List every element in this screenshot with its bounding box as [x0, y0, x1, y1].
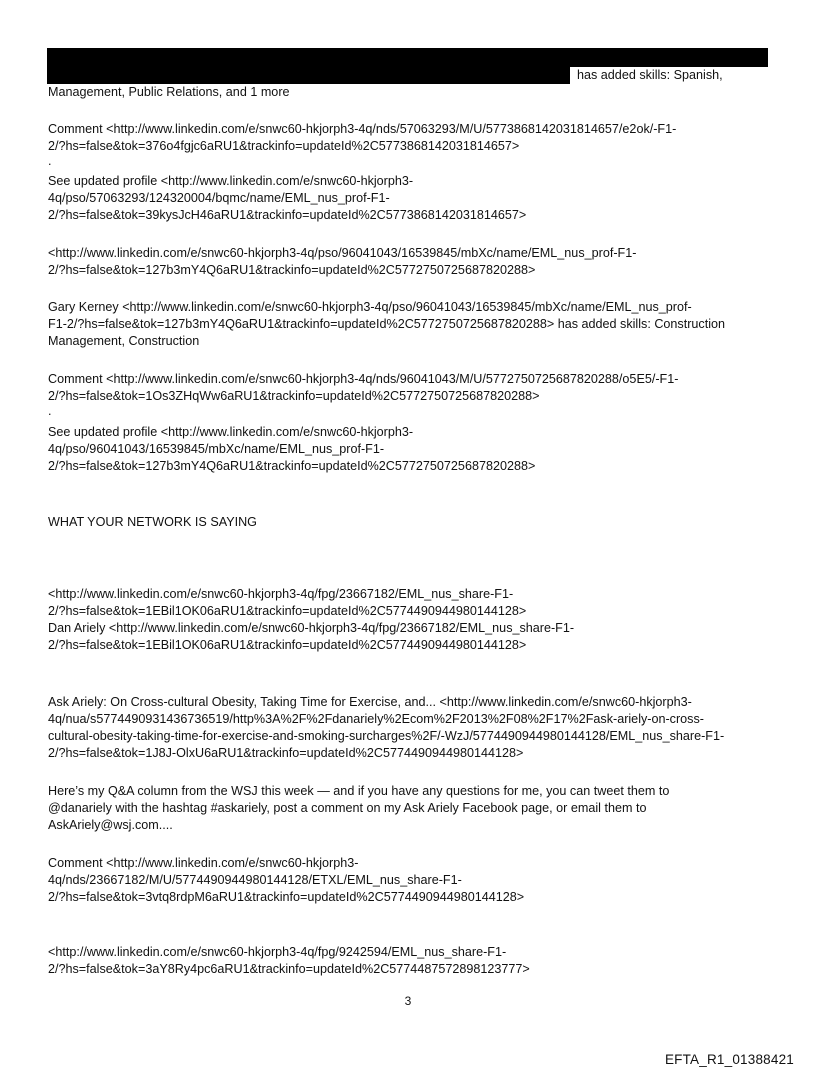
gary-kerney-skills: Management, Construction — [48, 334, 200, 348]
share-image-link-cont[interactable]: 2/?hs=false&tok=1EBil1OK06aRU1&trackinfo=updateId%2C5774490944980144128> — [48, 604, 527, 618]
gary-kerney-link-cont[interactable]: F1-2/?hs=false&tok=127b3mY4Q6aRU1&trackinfo=updateId%2C5772750725687820288> has added skills: Construction — [48, 317, 726, 331]
share-image-link[interactable]: <http://www.linkedin.com/e/snwc60-hkjorph3-4q/fpg/23667182/EML_nus_share-F1- — [48, 587, 514, 601]
separator-dot: . — [48, 404, 52, 418]
see-profile-link[interactable]: See updated profile <http://www.linkedin.com/e/snwc60-hkjorph3- — [48, 425, 414, 439]
article-summary-cont: AskAriely@wsj.com.... — [48, 818, 173, 832]
comment-link[interactable]: Comment <http://www.linkedin.com/e/snwc60-hkjorph3-4q/nds/96041043/M/U/5772750725687820288/o5E5/-F1- — [48, 372, 679, 386]
article-link-cont[interactable]: 4q/nua/s5774490931436736519/http%3A%2F%2Fdanariely%2Ecom%2F2013%2F08%2F17%2Fask-ariely-on-cross- — [48, 712, 704, 726]
comment-link-cont[interactable]: 4q/nds/23667182/M/U/5774490944980144128/ETXL/EML_nus_share-F1- — [48, 873, 462, 887]
profile-image-link-cont[interactable]: 2/?hs=false&tok=127b3mY4Q6aRU1&trackinfo=updateId%2C5772750725687820288> — [48, 263, 536, 277]
article-summary-cont: @danariely with the hashtag #askariely, post a comment on my Ask Ariely Facebook page, or email them to — [48, 801, 647, 815]
see-profile-link-cont[interactable]: 2/?hs=false&tok=127b3mY4Q6aRU1&trackinfo=updateId%2C5772750725687820288> — [48, 459, 536, 473]
gary-kerney-link[interactable]: Gary Kerney <http://www.linkedin.com/e/snwc60-hkjorph3-4q/pso/96041043/16539845/mbXc/name/EML_nus_prof- — [48, 300, 692, 314]
section-heading: WHAT YOUR NETWORK IS SAYING — [48, 515, 257, 529]
dan-ariely-link-cont[interactable]: 2/?hs=false&tok=1EBil1OK06aRU1&trackinfo=updateId%2C5774490944980144128> — [48, 638, 527, 652]
see-profile-link-cont[interactable]: 4q/pso/96041043/16539845/mbXc/name/EML_nus_prof-F1- — [48, 442, 385, 456]
article-summary: Here’s my Q&A column from the WSJ this week — and if you have any questions for me, you can tweet them to — [48, 784, 670, 798]
share-image-link[interactable]: <http://www.linkedin.com/e/snwc60-hkjorph3-4q/fpg/9242594/EML_nus_share-F1- — [48, 945, 507, 959]
see-profile-link[interactable]: See updated profile <http://www.linkedin.com/e/snwc60-hkjorph3- — [48, 174, 414, 188]
redaction-2 — [47, 67, 570, 84]
separator-dot: . — [48, 154, 52, 168]
skills-list-text: Management, Public Relations, and 1 more — [48, 85, 290, 99]
skills-added-text: has added skills: Spanish, — [577, 68, 723, 82]
profile-image-link[interactable]: <http://www.linkedin.com/e/snwc60-hkjorph3-4q/pso/96041043/16539845/mbXc/name/EML_nus_prof-F1- — [48, 246, 637, 260]
comment-link-cont[interactable]: 2/?hs=false&tok=3vtq8rdpM6aRU1&trackinfo=updateId%2C5774490944980144128> — [48, 890, 525, 904]
article-link-cont[interactable]: 2/?hs=false&tok=1J8J-OlxU6aRU1&trackinfo=updateId%2C5774490944980144128> — [48, 746, 524, 760]
bates-number: EFTA_R1_01388421 — [664, 1052, 794, 1067]
comment-link-cont[interactable]: 2/?hs=false&tok=1Os3ZHqWw6aRU1&trackinfo=updateId%2C5772750725687820288> — [48, 389, 540, 403]
article-link[interactable]: Ask Ariely: On Cross-cultural Obesity, Taking Time for Exercise, and... <http://www.linkedin.com/e/snwc60-hkjorph3- — [48, 695, 692, 709]
page-number: 3 — [404, 994, 412, 1008]
comment-link[interactable]: Comment <http://www.linkedin.com/e/snwc60-hkjorph3-4q/nds/57063293/M/U/5773868142031814657/e2ok/-F1- — [48, 122, 677, 136]
article-link-cont[interactable]: cultural-obesity-taking-time-for-exercise-and-smoking-surcharges%2F/-WzJ/5774490944980144128/EML_nus_share-F1- — [48, 729, 725, 743]
see-profile-link-cont[interactable]: 4q/pso/57063293/124320004/bqmc/name/EML_nus_prof-F1- — [48, 191, 390, 205]
see-profile-link-cont[interactable]: 2/?hs=false&tok=39kysJcH46aRU1&trackinfo=updateId%2C5773868142031814657> — [48, 208, 527, 222]
comment-link-cont[interactable]: 2/?hs=false&tok=376o4fgjc6aRU1&trackinfo=updateId%2C5773868142031814657> — [48, 139, 520, 153]
comment-link[interactable]: Comment <http://www.linkedin.com/e/snwc60-hkjorph3- — [48, 856, 359, 870]
dan-ariely-link[interactable]: Dan Ariely <http://www.linkedin.com/e/snwc60-hkjorph3-4q/fpg/23667182/EML_nus_share-F1- — [48, 621, 575, 635]
redaction-1 — [47, 48, 768, 67]
share-image-link-cont[interactable]: 2/?hs=false&tok=3aY8Ry4pc6aRU1&trackinfo=updateId%2C5774487572898123777> — [48, 962, 530, 976]
